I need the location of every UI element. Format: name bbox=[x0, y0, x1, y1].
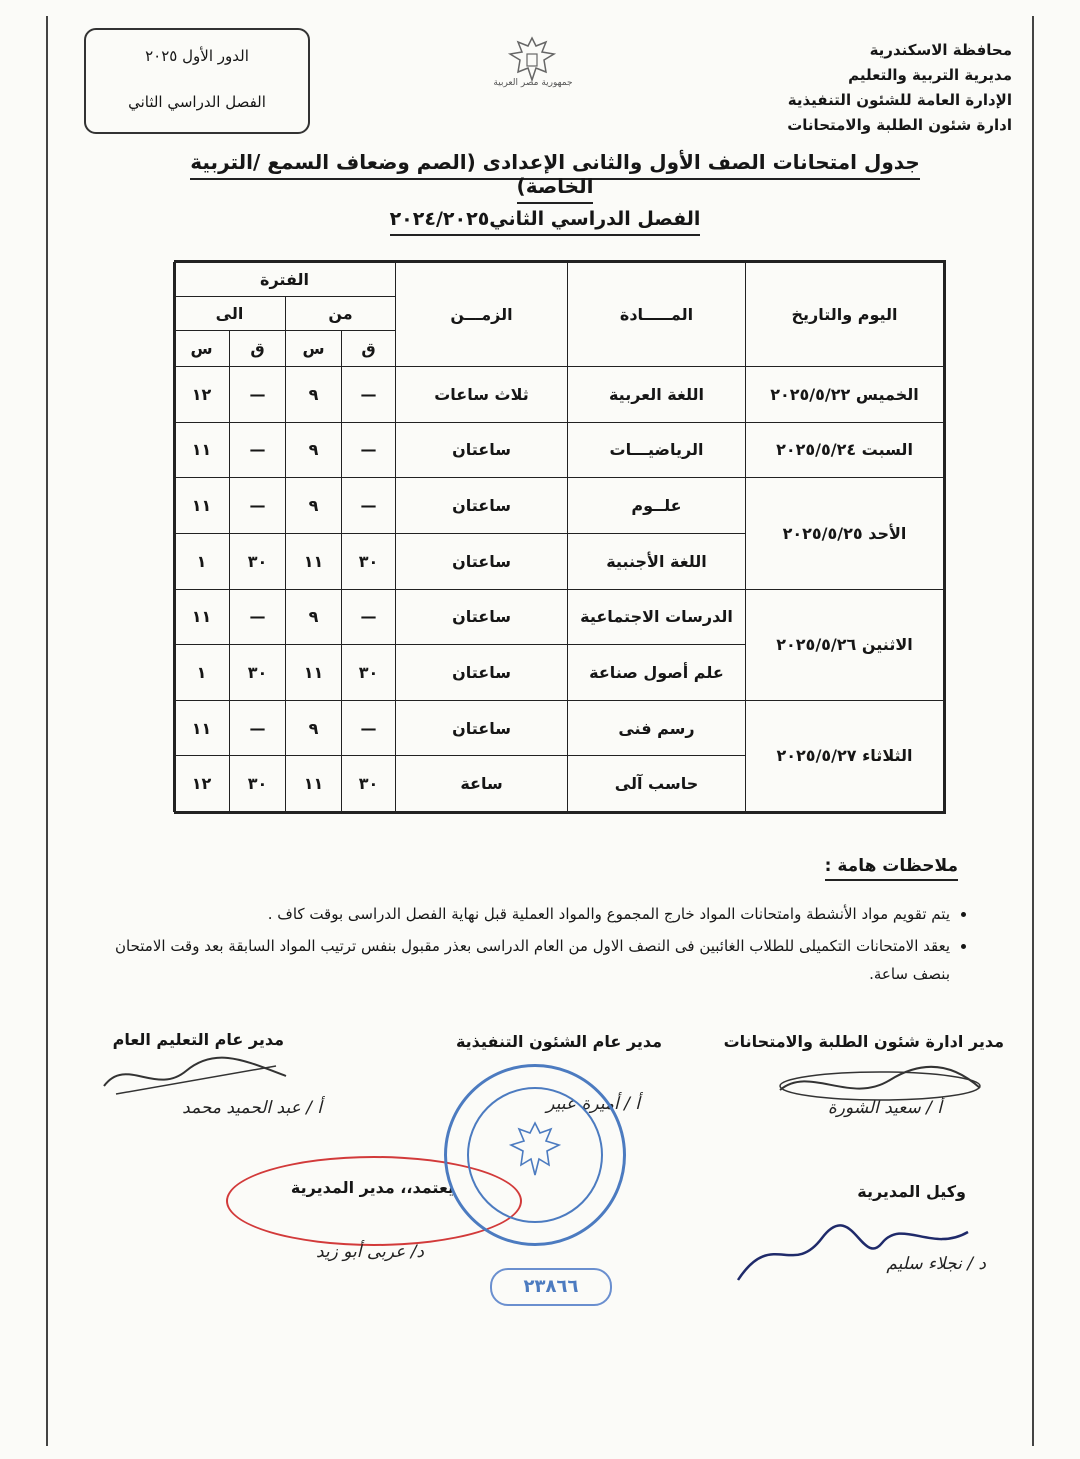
duration-cell: ساعتان bbox=[396, 645, 568, 701]
eagle-emblem-icon bbox=[505, 1119, 565, 1189]
from-hour-cell: ٩ bbox=[286, 700, 342, 756]
duration-cell: ثلاث ساعات bbox=[396, 367, 568, 423]
official-seal-icon bbox=[444, 1064, 626, 1246]
to-minute-cell: ٣٠ bbox=[230, 756, 286, 812]
subject-cell: علم أصول صناعة bbox=[568, 645, 746, 701]
to-hour-cell: ١١ bbox=[174, 422, 230, 478]
day-date-cell: الاثنين ٢٠٢٥/٥/٢٦ bbox=[746, 589, 944, 700]
from-hour-cell: ٩ bbox=[286, 478, 342, 534]
note-item: • يعقد الامتحانات التكميلى للطلاب الغائبين فى النصف الاول من العام الدراسى بعذر مقبول بنفس ترتيب المواد السابقة بعد وقت الامتحان بنصف ساعة. bbox=[92, 932, 950, 988]
subject-cell: علــوم bbox=[568, 478, 746, 534]
from-hour-cell: ١١ bbox=[286, 533, 342, 589]
signature-scribble-icon bbox=[96, 1046, 296, 1106]
to-hour-cell: ١٢ bbox=[174, 756, 230, 812]
signatory-title: وكيل المديرية bbox=[857, 1182, 966, 1201]
header-period: الفترة bbox=[174, 263, 396, 297]
authority-line: الإدارة العامة للشئون التنفيذية bbox=[787, 91, 1012, 109]
header-to-minute: ق bbox=[230, 331, 286, 367]
signature-scribble-icon bbox=[732, 1218, 972, 1288]
to-minute-cell: ٣٠ bbox=[230, 533, 286, 589]
table-row bbox=[174, 700, 944, 756]
header-day-date: اليوم والتاريخ bbox=[746, 263, 944, 367]
notes-heading: ملاحظات هامة : bbox=[825, 856, 958, 876]
exam-term: الفصل الدراسي الثاني bbox=[128, 93, 266, 111]
signatory-title: مدير عام التعليم العام bbox=[112, 1030, 284, 1049]
table-row bbox=[174, 478, 944, 534]
from-minute-cell: — bbox=[342, 589, 396, 645]
header-from: من bbox=[286, 297, 396, 331]
from-hour-cell: ٩ bbox=[286, 589, 342, 645]
exam-round: الدور الأول ٢٠٢٥ bbox=[145, 47, 249, 65]
from-minute-cell: ٣٠ bbox=[342, 645, 396, 701]
duration-cell: ساعتان bbox=[396, 589, 568, 645]
to-minute-cell: ٣٠ bbox=[230, 645, 286, 701]
day-date-cell: الثلاثاء ٢٠٢٥/٥/٢٧ bbox=[746, 700, 944, 811]
to-minute-cell: — bbox=[230, 589, 286, 645]
document-subtitle: الفصل الدراسي الثاني٢٠٢٤/٢٠٢٥ bbox=[380, 208, 710, 230]
exam-schedule-table bbox=[174, 260, 946, 814]
signatory-name: أ / سعيد الشورة bbox=[827, 1098, 942, 1118]
to-hour-cell: ١١ bbox=[174, 589, 230, 645]
to-minute-cell: — bbox=[230, 700, 286, 756]
authority-line: ادارة شئون الطلبة والامتحانات bbox=[787, 116, 1012, 134]
signatory-name: أ / عبد الحميد محمد bbox=[182, 1098, 322, 1118]
signatory-title: مدير عام الشئون التنفيذية bbox=[455, 1032, 662, 1051]
signatory-name: د/ عربى أبو زيد bbox=[315, 1242, 424, 1262]
header-to: الى bbox=[174, 297, 286, 331]
day-date-cell: الخميس ٢٠٢٥/٥/٢٢ bbox=[746, 367, 944, 423]
signatory-name: أ / أميرة عبير bbox=[546, 1094, 640, 1114]
signatory-name: د / نجلاء سليم bbox=[886, 1254, 986, 1274]
stamp-number: ٢٣٨٦٦ bbox=[490, 1268, 612, 1306]
header-from-hour: س bbox=[286, 331, 342, 367]
table-row bbox=[174, 422, 944, 478]
from-hour-cell: ٩ bbox=[286, 422, 342, 478]
emblem-caption: جمهورية مصر العربية bbox=[493, 78, 573, 88]
signature-scribble-icon bbox=[770, 1060, 990, 1110]
document-title: جدول امتحانات الصف الأول والثانى الإعدادى (الصم وضعاف السمع /التربية الخاصة) bbox=[180, 150, 930, 198]
notes-list bbox=[92, 900, 972, 992]
subject-cell: اللغة العربية bbox=[568, 367, 746, 423]
issuing-authority bbox=[752, 38, 1012, 138]
duration-cell: ساعتان bbox=[396, 478, 568, 534]
from-minute-cell: — bbox=[342, 700, 396, 756]
signatory-title: يعتمد،، مدير المديرية bbox=[290, 1178, 454, 1197]
to-minute-cell: — bbox=[230, 422, 286, 478]
from-minute-cell: ٣٠ bbox=[342, 756, 396, 812]
from-hour-cell: ١١ bbox=[286, 645, 342, 701]
header-duration: الزمـــن bbox=[396, 263, 568, 367]
subject-cell: الرياضيـــات bbox=[568, 422, 746, 478]
from-minute-cell: — bbox=[342, 478, 396, 534]
to-hour-cell: ١١ bbox=[174, 700, 230, 756]
subject-cell: حاسب آلى bbox=[568, 756, 746, 812]
day-date-cell: السبت ٢٠٢٥/٥/٢٤ bbox=[746, 422, 944, 478]
subject-cell: اللغة الأجنبية bbox=[568, 533, 746, 589]
to-minute-cell: — bbox=[230, 478, 286, 534]
to-hour-cell: ١١ bbox=[174, 478, 230, 534]
note-item: • يتم تقويم مواد الأنشطة وامتحانات المواد خارج المجموع والمواد العملية قبل نهاية الفصل الدراسى بوقت كاف . bbox=[92, 900, 950, 928]
from-hour-cell: ٩ bbox=[286, 367, 342, 423]
duration-cell: ساعتان bbox=[396, 422, 568, 478]
session-box bbox=[84, 28, 310, 134]
duration-cell: ساعتان bbox=[396, 533, 568, 589]
day-date-cell: الأحد ٢٠٢٥/٥/٢٥ bbox=[746, 478, 944, 589]
header-subject: المـــــادة bbox=[568, 263, 746, 367]
from-minute-cell: — bbox=[342, 367, 396, 423]
to-hour-cell: ١ bbox=[174, 645, 230, 701]
to-hour-cell: ١ bbox=[174, 533, 230, 589]
duration-cell: ساعتان bbox=[396, 700, 568, 756]
duration-cell: ساعة bbox=[396, 756, 568, 812]
to-minute-cell: — bbox=[230, 367, 286, 423]
table-row bbox=[174, 367, 944, 423]
table-row bbox=[174, 589, 944, 645]
authority-line: مديرية التربية والتعليم bbox=[848, 66, 1012, 84]
from-hour-cell: ١١ bbox=[286, 756, 342, 812]
subject-cell: الدرسات الاجتماعية bbox=[568, 589, 746, 645]
to-hour-cell: ١٢ bbox=[174, 367, 230, 423]
header-to-hour: س bbox=[174, 331, 230, 367]
signatory-title: مدير ادارة شئون الطلبة والامتحانات bbox=[723, 1032, 1004, 1051]
authority-line: محافظة الاسكندرية bbox=[869, 41, 1012, 59]
header-from-minute: ق bbox=[342, 331, 396, 367]
from-minute-cell: ٣٠ bbox=[342, 533, 396, 589]
from-minute-cell: — bbox=[342, 422, 396, 478]
subject-cell: رسم فنى bbox=[568, 700, 746, 756]
